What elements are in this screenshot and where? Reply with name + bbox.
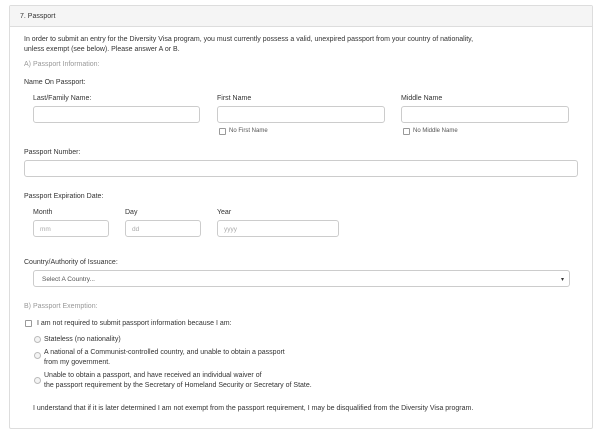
exemption-radio-waiver[interactable]: [34, 377, 41, 384]
exemption-label-line2: the passport requirement by the Secretary of Homeland Security or Secretary of State.: [44, 382, 312, 389]
day-placeholder: dd: [132, 226, 140, 233]
month-input[interactable]: [33, 220, 109, 237]
no-middle-name-checkbox[interactable]: [403, 128, 410, 135]
name-on-passport-label: Name On Passport:: [24, 79, 86, 86]
exemption-label: Unable to obtain a passport, and have received an individual waiver of: [44, 372, 262, 379]
panel-title: 7. Passport: [20, 13, 56, 20]
first-name-label: First Name: [217, 95, 252, 102]
first-name-input[interactable]: [217, 106, 385, 123]
passport-number-label: Passport Number:: [24, 149, 81, 156]
exempt-checkbox[interactable]: [25, 320, 32, 327]
year-placeholder: yyyy: [224, 226, 237, 233]
month-placeholder: mm: [40, 226, 51, 233]
exemption-label: Stateless (no nationality): [44, 336, 121, 343]
middle-name-input[interactable]: [401, 106, 569, 123]
exemption-radio-communist[interactable]: [34, 352, 41, 359]
day-label: Day: [125, 209, 138, 216]
no-middle-name-label: No Middle Name: [413, 128, 458, 134]
month-label: Month: [33, 209, 53, 216]
last-name-input[interactable]: [33, 106, 200, 123]
country-selected: Select A Country...: [42, 276, 95, 283]
exemption-radio-stateless[interactable]: [34, 336, 41, 343]
last-name-label: Last/Family Name:: [33, 95, 92, 102]
no-first-name-label: No First Name: [229, 128, 268, 134]
expiration-label: Passport Expiration Date:: [24, 193, 104, 200]
year-input[interactable]: [217, 220, 339, 237]
middle-name-label: Middle Name: [401, 95, 443, 102]
no-first-name-checkbox[interactable]: [219, 128, 226, 135]
exempt-checkbox-label: I am not required to submit passport information because I am:: [37, 320, 232, 327]
year-label: Year: [217, 209, 232, 216]
country-select[interactable]: [33, 270, 570, 287]
section-b-heading: B) Passport Exemption:: [24, 303, 98, 310]
passport-number-input[interactable]: [24, 160, 578, 177]
panel-header: [10, 6, 592, 27]
exemption-label: A national of a Communist-controlled country, and unable to obtain a passport: [44, 349, 285, 356]
chevron-down-icon: ▾: [560, 277, 564, 283]
exemption-label-line2: from my government.: [44, 359, 111, 366]
country-label: Country/Authority of Issuance:: [24, 259, 118, 266]
section-a-heading: A) Passport Information:: [24, 61, 100, 68]
disclaimer-text: I understand that if it is later determined I am not exempt from the passport requirement, I may be disqualified from the Diversity Visa program.: [33, 405, 474, 412]
day-input[interactable]: [125, 220, 201, 237]
intro-text: In order to submit an entry for the Diversity Visa program, you must currently possess a valid, unexpired passport from your country of nationality, unless exempt (see below). Please answer A or B.: [24, 36, 474, 53]
